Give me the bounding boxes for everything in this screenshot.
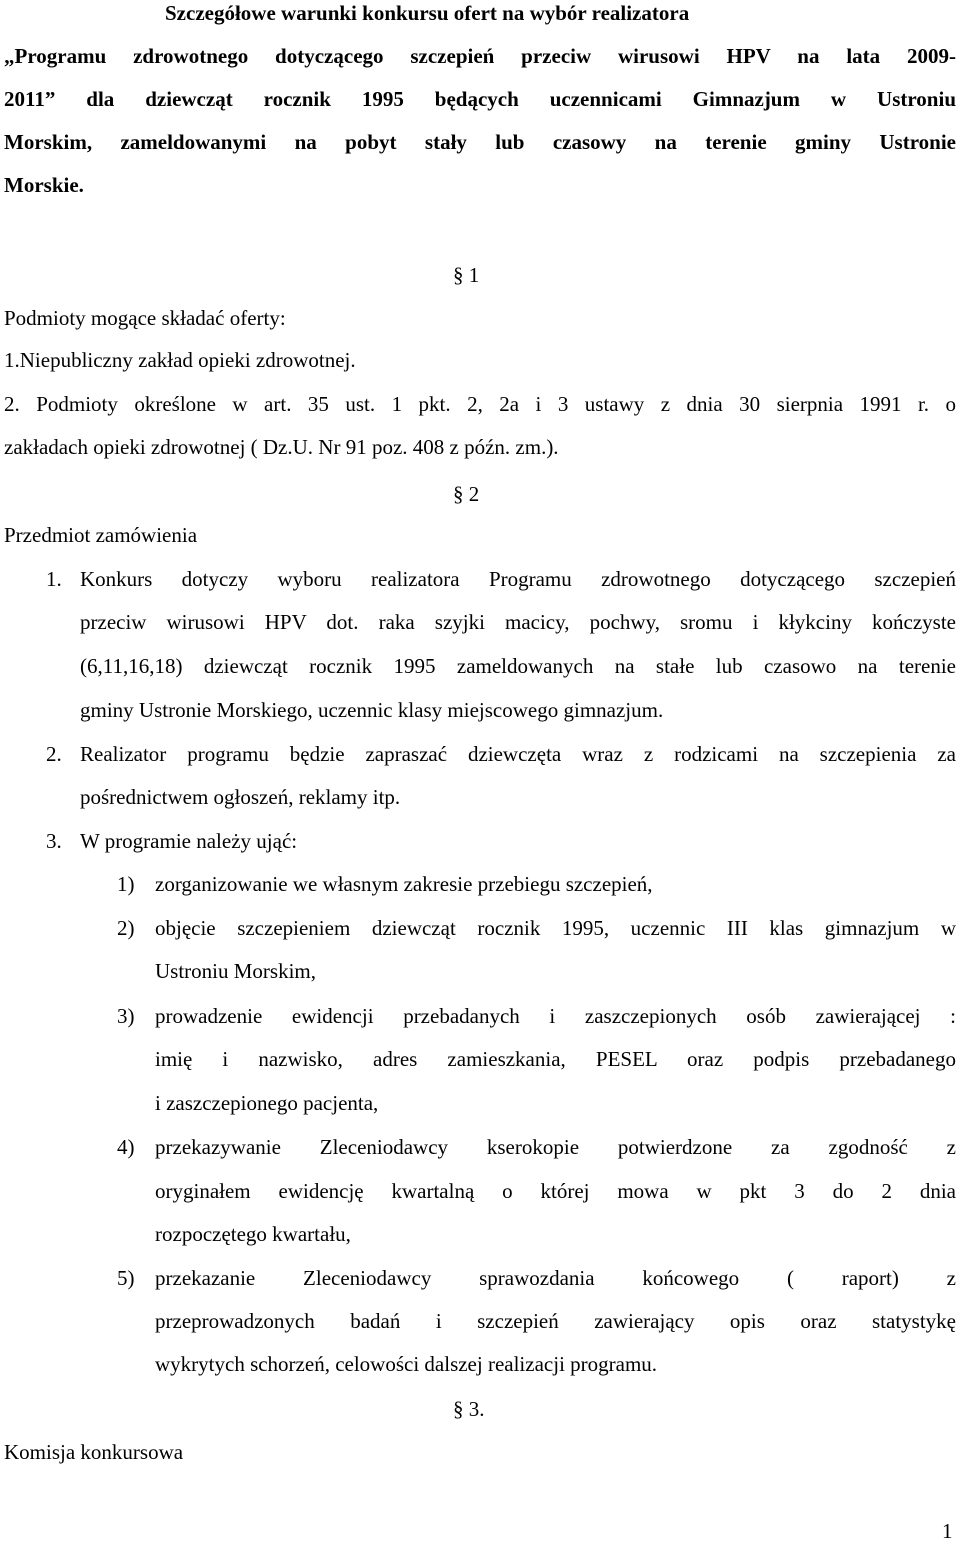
- title-line: 2011” dla dziewcząt rocznik 1995 będących uczennicami Gimnazjum w Ustroniu: [4, 87, 956, 111]
- item-number: 3.: [46, 829, 62, 853]
- section-heading-1: Podmioty mogące składać oferty:: [4, 306, 286, 330]
- item-line: Konkurs dotyczy wyboru realizatora Programu zdrowotnego dotyczącego szczepień: [80, 567, 956, 591]
- subitem-line: oryginałem ewidencję kwartalną o której mowa w pkt 3 do 2 dnia: [155, 1179, 956, 1203]
- title-line: Szczegółowe warunki konkursu ofert na wybór realizatora: [165, 1, 690, 25]
- page-number: 1: [942, 1519, 953, 1543]
- item-line: (6,11,16,18) dziewcząt rocznik 1995 zameldowanych na stałe lub czasowo na terenie: [80, 654, 956, 678]
- subitem-line: rozpoczętego kwartału,: [155, 1222, 351, 1246]
- item-line: W programie należy ująć:: [80, 829, 298, 853]
- subitem-line: i zaszczepionego pacjenta,: [155, 1091, 379, 1115]
- subitem-line: Ustroniu Morskim,: [155, 959, 317, 983]
- section1-line: 1.Niepubliczny zakład opieki zdrowotnej.: [4, 348, 356, 372]
- subitem-number: 4): [117, 1135, 135, 1159]
- item-line: gminy Ustronie Morskiego, uczennic klasy miejscowego gimnazjum.: [80, 698, 664, 722]
- item-number: 2.: [46, 742, 62, 766]
- item-line: przeciw wirusowi HPV dot. raka szyjki macicy, pochwy, sromu i kłykciny kończyste: [80, 610, 956, 634]
- item-line: Realizator programu będzie zapraszać dziewczęta wraz z rodzicami na szczepienia za: [80, 742, 956, 766]
- subitem-line: objęcie szczepieniem dziewcząt rocznik 1995, uczennic III klas gimnazjum w: [155, 916, 956, 940]
- item-number: 1.: [46, 567, 62, 591]
- subitem-number: 3): [117, 1004, 135, 1028]
- title-line: Morskie.: [4, 173, 84, 197]
- subitem-number: 5): [117, 1266, 135, 1290]
- title-line: „Programu zdrowotnego dotyczącego szczepień przeciw wirusowi HPV na lata 2009-: [4, 44, 956, 68]
- subitem-line: zorganizowanie we własnym zakresie przebiegu szczepień,: [155, 872, 653, 896]
- subitem-number: 1): [117, 872, 135, 896]
- subitem-line: imię i nazwisko, adres zamieszkania, PESEL oraz podpis przebadanego: [155, 1047, 956, 1071]
- subitem-line: przekazywanie Zleceniodawcy kserokopie potwierdzone za zgodność z: [155, 1135, 956, 1159]
- subitem-number: 2): [117, 916, 135, 940]
- subitem-line: wykrytych schorzeń, celowości dalszej realizacji programu.: [155, 1352, 658, 1376]
- item-line: pośrednictwem ogłoszeń, reklamy itp.: [80, 785, 401, 809]
- section-heading-2: Przedmiot zamówienia: [4, 523, 198, 547]
- title-line: Morskim, zameldowanymi na pobyt stały lub czasowy na terenie gminy Ustronie: [4, 130, 956, 154]
- section-heading-3: Komisja konkursowa: [4, 1440, 184, 1464]
- section-marker-3: § 3.: [453, 1397, 485, 1421]
- subitem-line: przekazanie Zleceniodawcy sprawozdania końcowego ( raport) z: [155, 1266, 956, 1290]
- section-marker-1: § 1: [453, 263, 480, 287]
- section1-line: 2. Podmioty określone w art. 35 ust. 1 pkt. 2, 2a i 3 ustawy z dnia 30 sierpnia 1991 r. o: [4, 392, 956, 416]
- section-marker-2: § 2: [453, 482, 480, 506]
- subitem-line: prowadzenie ewidencji przebadanych i zaszczepionych osób zawierającej :: [155, 1004, 956, 1028]
- section1-line: zakładach opieki zdrowotnej ( Dz.U. Nr 91 poz. 408 z późn. zm.).: [4, 435, 559, 459]
- subitem-line: przeprowadzonych badań i szczepień zawierający opis oraz statystykę: [155, 1309, 956, 1333]
